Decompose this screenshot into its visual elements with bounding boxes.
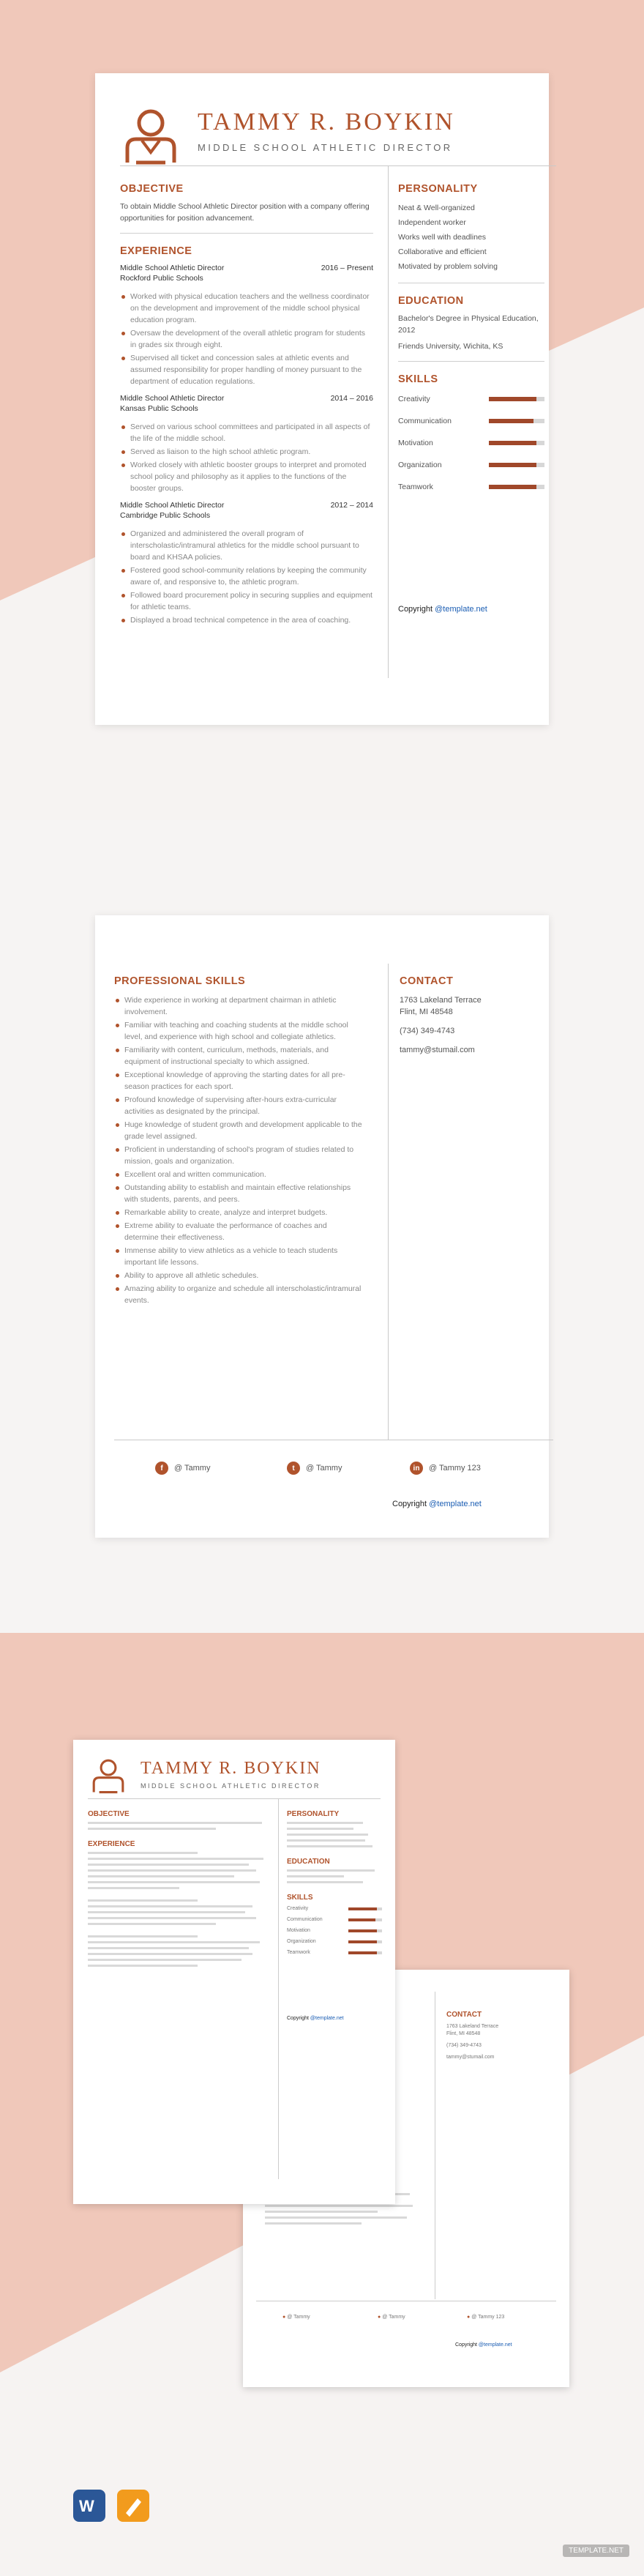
personality-title: PERSONALITY (398, 183, 478, 195)
skill-name: Motivation (398, 439, 433, 447)
personality-item: Neat & Well-organized (398, 204, 475, 212)
job-entry (120, 263, 373, 387)
preview-skill-bar-fill (348, 1929, 377, 1932)
preview-education-lines (287, 1869, 382, 1883)
skill-bar-fill (489, 441, 536, 445)
preview-skill-row (287, 1927, 382, 1935)
education-degree: Bachelor's Degree in Physical Education, 2012 (398, 314, 539, 335)
personality-item: Works well with deadlines (398, 233, 487, 242)
preview-skill-row (287, 1949, 382, 1957)
job-company: Cambridge Public Schools (120, 511, 211, 520)
right-column (398, 183, 544, 614)
education-school: Friends University, Wichita, KS (398, 342, 503, 351)
personality-item: Collaborative and efficient (398, 247, 487, 256)
preview-contact (446, 2011, 498, 2061)
social-label: @ Tammy 123 (429, 1464, 481, 1473)
social-label: @ Tammy (174, 1464, 211, 1473)
preview-page-1 (73, 1740, 395, 2204)
copyright-prefix: Copyright (398, 605, 433, 614)
job-bullet: Worked closely with athletic booster groups to interpret and promoted school policy and philosophy as it applies to the functions of the booster groups. (120, 459, 373, 494)
preview-skill-bar (348, 1951, 382, 1954)
preview-skill-bar-fill (348, 1951, 377, 1954)
skill-bar-fill (489, 485, 536, 489)
preview-skills-title: SKILLS (287, 1894, 313, 1902)
preview-skill-bar-fill (348, 1940, 377, 1943)
professional-skill-item: Amazing ability to organize and schedule all interscholastic/intramural events. (114, 1283, 363, 1306)
job-bullet: Displayed a broad technical competence in the area of coaching. (120, 614, 373, 626)
preview-skill-bar (348, 1929, 382, 1932)
address-line-1: 1763 Lakeland Terrace (400, 996, 482, 1005)
job-bullet: Oversaw the development of the overall athletic program for students in grades six through eight. (120, 327, 373, 351)
professional-skill-item: Immense ability to view athletics as a vehicle to teach students important life lessons. (114, 1245, 363, 1268)
word-app-icon[interactable]: W (73, 2490, 105, 2522)
copyright-link[interactable]: @template.net (435, 605, 487, 614)
section-divider (398, 361, 544, 362)
preview-experience-lines (88, 1852, 271, 1967)
objective-title: OBJECTIVE (120, 183, 184, 195)
preview-email: tammy@stumail.com (446, 2055, 495, 2060)
professional-skills-section (114, 975, 363, 1312)
copyright-link[interactable]: @template.net (429, 1500, 482, 1508)
contact-section (400, 975, 546, 1056)
resume-page-2 (95, 915, 549, 1538)
band-middle (0, 820, 644, 1633)
preview-education-title: EDUCATION (287, 1858, 330, 1866)
job-title: Middle School Athletic Director (120, 394, 225, 403)
preview-skill-bar (348, 1907, 382, 1910)
skill-name: Teamwork (398, 483, 433, 491)
band-top (0, 0, 644, 820)
skill-name: Communication (398, 417, 452, 425)
skill-bar (489, 441, 544, 445)
preview-phone: (734) 349-4743 (446, 2043, 482, 2048)
personality-item: Independent worker (398, 218, 466, 227)
avatar-icon (120, 104, 181, 165)
linkedin-icon: in (410, 1462, 423, 1475)
preview-role: MIDDLE SCHOOL ATHLETIC DIRECTOR (141, 1782, 321, 1790)
skill-bar (489, 419, 544, 423)
job-bullet: Fostered good school-community relations by keeping the community aware of, and responsive to, the athletic program. (120, 565, 373, 588)
preview-avatar-icon (89, 1756, 127, 1794)
copyright (398, 605, 544, 614)
job-bullet: Served on various school committees and participated in all aspects of the life of the middle school. (120, 421, 373, 444)
job-company: Rockford Public Schools (120, 274, 203, 283)
personality-item: Motivated by problem solving (398, 262, 498, 271)
preview-skill-name: Communication (287, 1917, 323, 1922)
facebook-icon: f (155, 1462, 168, 1475)
professional-skill-item: Wide experience in working at department chairman in athletic involvement. (114, 994, 363, 1018)
preview-personality-title: PERSONALITY (287, 1810, 340, 1818)
professional-skills-title: PROFESSIONAL SKILLS (114, 975, 246, 987)
skill-row (398, 457, 544, 473)
preview-social-linkedin: ● @ Tammy 123 (467, 2315, 505, 2320)
preview-social-facebook: ● @ Tammy (282, 2315, 310, 2320)
skill-bar (489, 397, 544, 401)
preview-objective-title: OBJECTIVE (88, 1810, 130, 1818)
experience-title: EXPERIENCE (120, 245, 192, 257)
social-linkedin[interactable] (410, 1462, 481, 1475)
skill-row (398, 413, 544, 429)
band-bottom (0, 1633, 644, 2576)
skill-bar-fill (489, 397, 536, 401)
copyright (392, 1500, 482, 1508)
email[interactable]: tammy@stumail.com (400, 1046, 475, 1054)
professional-skill-item: Excellent oral and written communication. (114, 1169, 363, 1180)
skill-bar (489, 463, 544, 467)
preview-address-1: 1763 Lakeland Terrace (446, 2024, 499, 2029)
contact-title: CONTACT (400, 975, 454, 987)
preview-copyright: Copyright @template.net (287, 2016, 344, 2021)
personality-list (398, 201, 544, 274)
preview-skill-row (287, 1905, 382, 1913)
professional-skill-item: Remarkable ability to create, analyze and interpret budgets. (114, 1207, 363, 1218)
job-title: Middle School Athletic Director (120, 264, 225, 272)
preview-skill-name: Organization (287, 1939, 316, 1944)
preview-contact-title: CONTACT (446, 2011, 482, 2019)
watermark: TEMPLATE.NET (563, 2545, 629, 2557)
professional-skills-list (114, 994, 363, 1306)
education-title: EDUCATION (398, 295, 464, 307)
objective-text: To obtain Middle School Athletic Director position with a company offering opportunities for position advancement. (120, 202, 370, 223)
phone: (734) 349-4743 (400, 1027, 455, 1035)
job-bullet: Followed board procurement policy in securing supplies and equipment for athletic teams. (120, 589, 373, 613)
preview-skill-bar (348, 1918, 382, 1921)
preview-skill-bar-fill (348, 1907, 377, 1910)
resume-page-1 (95, 73, 549, 725)
skill-name: Creativity (398, 395, 430, 403)
skills-title: SKILLS (398, 373, 438, 385)
job-dates: 2016 – Present (321, 264, 373, 272)
preview-skill-row (287, 1916, 382, 1924)
left-column (120, 183, 373, 632)
preview-left (88, 1810, 271, 1970)
job-entry (120, 393, 373, 494)
social-label: @ Tammy (306, 1464, 342, 1473)
twitter-icon: t (287, 1462, 300, 1475)
preview-address-2: Flint, MI 48548 (446, 2031, 481, 2036)
skills-list (398, 391, 544, 495)
resume-role: MIDDLE SCHOOL ATHLETIC DIRECTOR (198, 142, 453, 153)
address-line-2: Flint, MI 48548 (400, 1008, 453, 1016)
column-divider (278, 1798, 279, 2179)
professional-skill-item: Familiar with teaching and coaching students at the middle school level, and experience with high school and collegiate athletics. (114, 1019, 363, 1043)
preview-skill-bar-fill (348, 1918, 375, 1921)
professional-skill-item: Familiarity with content, curriculum, methods, materials, and equipment of instructional specialty to which assigned. (114, 1044, 363, 1068)
header-divider (120, 165, 556, 166)
column-divider (388, 165, 389, 678)
job-entry (120, 500, 373, 626)
copyright-prefix: Copyright (392, 1500, 427, 1508)
resume-name: TAMMY R. BOYKIN (198, 108, 455, 135)
preview-skill-bar (348, 1940, 382, 1943)
job-title: Middle School Athletic Director (120, 501, 225, 510)
preview-skill-row (287, 1938, 382, 1946)
skill-row (398, 435, 544, 451)
preview-right (287, 1810, 382, 2022)
preview-copyright: Copyright @template.net (455, 2342, 512, 2348)
professional-skill-item: Extreme ability to evaluate the performance of coaches and determine their effectiveness. (114, 1220, 363, 1243)
job-bullet: Supervised all ticket and concession sales at athletic events and assumed responsibility for proper handling of money pursuant to the department of education regulations. (120, 352, 373, 387)
job-dates: 2012 – 2014 (330, 501, 373, 510)
preview-social-twitter: ● @ Tammy (378, 2315, 405, 2320)
section-divider (120, 233, 373, 234)
professional-skill-item: Outstanding ability to establish and maintain effective relationships with students, parents, and peers. (114, 1182, 363, 1205)
skill-bar (489, 485, 544, 489)
skill-row (398, 479, 544, 495)
job-company: Kansas Public Schools (120, 404, 198, 413)
social-facebook[interactable] (155, 1462, 210, 1475)
skill-name: Organization (398, 461, 442, 469)
skill-bar-fill (489, 419, 533, 423)
preview-skills-list (287, 1905, 382, 1957)
column-divider (388, 964, 389, 1440)
job-bullet: Served as liaison to the high school athletic program. (120, 446, 373, 458)
professional-skill-item: Proficient in understanding of school's program of studies related to mission, goals and organization. (114, 1144, 363, 1167)
professional-skill-item: Huge knowledge of student growth and development applicable to the grade level assigned. (114, 1119, 363, 1142)
preview-personality-lines (287, 1822, 382, 1847)
job-dates: 2014 – 2016 (330, 394, 373, 403)
job-bullet: Organized and administered the overall program of interscholastic/intramural athletics for the middle school pursuant to board and KHSAA policies. (120, 528, 373, 563)
header-divider (88, 1798, 381, 1799)
preview-experience-title: EXPERIENCE (88, 1840, 135, 1848)
preview-skill-name: Creativity (287, 1906, 309, 1911)
preview-objective-lines (88, 1822, 271, 1830)
professional-skill-item: Exceptional knowledge of approving the starting dates for all pre-season practices for each sport. (114, 1069, 363, 1092)
job-bullet: Worked with physical education teachers and the wellness coordinator on the development and improvement of the middle school physical education program. (120, 291, 373, 326)
preview-name: TAMMY R. BOYKIN (141, 1759, 321, 1778)
professional-skill-item: Ability to approve all athletic schedules. (114, 1270, 363, 1281)
professional-skill-item: Profound knowledge of supervising after-hours extra-curricular activities as designated by the principal. (114, 1094, 363, 1117)
skill-row (398, 391, 544, 407)
preview-skill-name: Motivation (287, 1928, 310, 1933)
pages-app-icon[interactable] (117, 2490, 149, 2522)
preview-skill-name: Teamwork (287, 1950, 310, 1955)
social-twitter[interactable] (287, 1462, 342, 1475)
skill-bar-fill (489, 463, 536, 467)
